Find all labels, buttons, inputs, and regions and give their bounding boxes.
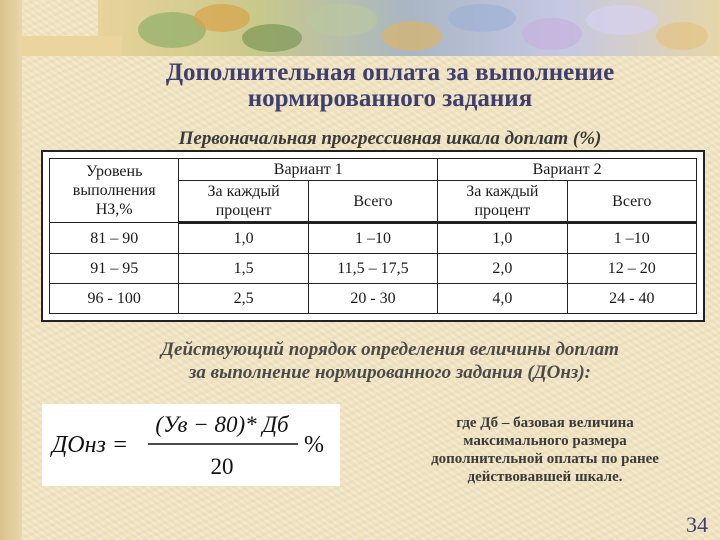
surcharge-scale-table-frame bbox=[41, 150, 705, 322]
cell-v1-total: 20 - 30 bbox=[308, 284, 437, 314]
table-row bbox=[50, 254, 697, 284]
formula-note bbox=[380, 414, 710, 486]
cell-v2-per-percent: 4,0 bbox=[438, 284, 567, 314]
cell-v2-total: 24 - 40 bbox=[567, 284, 696, 314]
cell-v2-per-percent: 1,0 bbox=[438, 223, 567, 254]
cell-v2-total: 1 –10 bbox=[567, 223, 696, 254]
header-variant-1: Вариант 1 bbox=[179, 159, 438, 181]
cell-v1-per-percent: 1,5 bbox=[179, 254, 308, 284]
cell-v1-per-percent: 1,0 bbox=[179, 223, 308, 254]
decorative-banner bbox=[22, 0, 720, 56]
note-line-2: максимального размера bbox=[463, 433, 627, 449]
cell-v2-per-percent: 2,0 bbox=[438, 254, 567, 284]
surcharge-scale-table bbox=[49, 158, 697, 314]
note-line-4: действовавшей шкале. bbox=[467, 469, 623, 485]
table-caption: Первоначальная прогрессивная шкала доплат (%) bbox=[178, 128, 602, 149]
slide-title bbox=[60, 60, 720, 112]
page-number: 34 bbox=[686, 512, 708, 537]
cell-level: 96 - 100 bbox=[50, 284, 179, 314]
section-heading bbox=[60, 338, 720, 384]
note-line-3: дополнительной оплаты по ранее bbox=[431, 451, 659, 467]
cell-v1-per-percent: 2,5 bbox=[179, 284, 308, 314]
header-v1-total: Всего bbox=[308, 181, 437, 223]
cell-level: 91 – 95 bbox=[50, 254, 179, 284]
header-v1-per-percent: За каждый процент bbox=[179, 181, 308, 223]
section-heading-line-2: за выполнение нормированного задания (ДОнз): bbox=[189, 362, 591, 383]
formula-numerator: (Ув − 80)* Дб bbox=[155, 412, 289, 437]
table-row bbox=[50, 284, 697, 314]
cell-v1-total: 11,5 – 17,5 bbox=[308, 254, 437, 284]
decorative-left-stripe bbox=[0, 0, 22, 540]
header-variant-2: Вариант 2 bbox=[438, 159, 697, 181]
cell-v2-total: 12 – 20 bbox=[567, 254, 696, 284]
formula-unit: % bbox=[304, 432, 324, 458]
table-row bbox=[50, 223, 697, 254]
slide-title-line-1: Дополнительная оплата за выполнение bbox=[165, 59, 615, 86]
note-line-1: где Дб – базовая величина bbox=[456, 415, 634, 431]
header-v2-per-percent: За каждый процент bbox=[438, 181, 567, 223]
slide-title-line-2: нормированного задания bbox=[247, 85, 533, 112]
cell-level: 81 – 90 bbox=[50, 223, 179, 254]
formula-box bbox=[42, 404, 340, 486]
formula-lhs: ДОнз = bbox=[52, 432, 129, 458]
formula-denominator: 20 bbox=[210, 454, 234, 479]
header-level: Уровень выполнения НЗ,% bbox=[50, 159, 179, 223]
section-heading-line-1: Действующий порядок определения величины доплат bbox=[161, 339, 619, 360]
header-v2-total: Всего bbox=[567, 181, 696, 223]
cell-v1-total: 1 –10 bbox=[308, 223, 437, 254]
